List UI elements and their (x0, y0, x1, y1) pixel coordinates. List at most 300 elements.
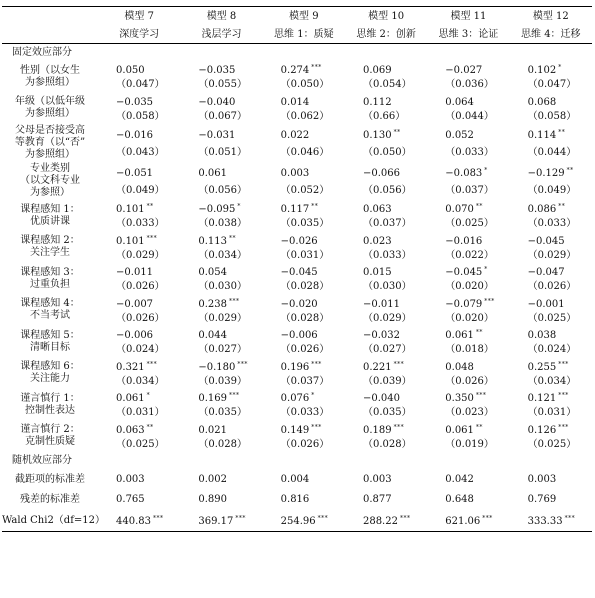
standard-error-cell: （0.029） (198, 312, 247, 324)
coefficient-value: 0.114 (527, 129, 557, 141)
coefficient-value: −0.006 (280, 330, 318, 341)
random-effect-value: 0.003 (116, 473, 145, 485)
standard-error-cell: （0.66） (362, 110, 406, 122)
standard-error-cell: （0.037） (280, 375, 330, 387)
coefficient-value: 0.054 (198, 267, 227, 278)
coefficient-row (2, 200, 592, 216)
coefficient-value: −0.032 (362, 330, 400, 341)
standard-error-cell: （0.038） (198, 218, 247, 230)
coefficient-cell (427, 162, 509, 181)
standard-error-cell: （0.028） (280, 281, 330, 293)
coefficient-value: 0.063 (362, 204, 392, 215)
row-label-line: 清晰目标 (30, 341, 71, 353)
coefficient-value: 440.83 (116, 516, 152, 527)
standard-error-cell: （0.029） (116, 249, 165, 261)
standard-error-cell: （0.030） (362, 281, 412, 293)
coefficient-value: −0.083 (445, 167, 483, 179)
coefficient-value: 0.069 (362, 65, 392, 76)
significance-stars: *** (558, 392, 569, 399)
coefficient-cell (510, 200, 592, 216)
standard-error-cell: （0.029） (362, 312, 412, 324)
coefficient-value: 0.070 (445, 204, 474, 215)
row-label: Wald Chi2（df=12） (2, 509, 98, 532)
section-row-random (2, 452, 592, 469)
standard-error-cell: （0.024） (116, 344, 165, 356)
coefficient-value: −0.011 (362, 298, 400, 310)
row-label (2, 93, 98, 125)
coefficient-value: 0.003 (280, 167, 310, 179)
significance-stars: ** (475, 423, 483, 431)
coefficient-cell (263, 421, 345, 437)
model-header: 模型 11 (427, 7, 509, 26)
coefficient-cell (345, 124, 427, 143)
model-subtitle: 思维 3：论证 (427, 25, 509, 44)
coefficient-value: −0.031 (198, 129, 236, 141)
coefficient-value: 0.130 (362, 129, 392, 141)
coefficient-value: −0.016 (116, 129, 154, 141)
standard-error-cell: （0.039） (198, 375, 247, 387)
standard-error-cell: （0.037） (445, 185, 494, 196)
standard-error-cell: （0.044） (445, 110, 494, 122)
standard-error-cell: （0.026） (280, 438, 330, 450)
coefficient-cell (98, 263, 180, 279)
significance-stars: *** (558, 423, 569, 431)
significance-stars: ** (311, 203, 319, 210)
standard-error-cell: （0.067） (198, 110, 247, 122)
coefficient-value: 0.038 (527, 330, 557, 341)
coefficient-cell (345, 263, 427, 279)
coefficient-cell (263, 61, 345, 77)
row-label-line: 课程感知 3： (20, 266, 80, 278)
row-label-line: 课程感知 6： (20, 361, 80, 373)
row-label-line: 等教育（以“否” (14, 137, 86, 148)
standard-error-cell: （0.025） (527, 438, 577, 450)
row-label-line: 父母是否接受高 (15, 125, 86, 136)
coefficient-cell (263, 232, 345, 248)
model-subtitle: 思维 4：迁移 (510, 25, 592, 44)
coefficient-value: 0.068 (527, 96, 557, 108)
coefficient-cell (98, 295, 180, 311)
coefficient-value: −0.040 (362, 393, 400, 404)
standard-error-cell: （0.033） (116, 218, 165, 230)
row-label-line: （以文科专业 (20, 175, 81, 186)
row-label-line: 为参照） (30, 187, 71, 198)
coefficient-cell (98, 509, 180, 532)
coefficient-cell (345, 200, 427, 216)
row-label-line: 年级（以低年级 (15, 96, 86, 108)
coefficient-cell (427, 61, 509, 77)
significance-stars: *** (146, 234, 158, 242)
coefficient-value: −0.047 (527, 267, 565, 278)
random-effect-value: 0.877 (362, 493, 392, 505)
coefficient-value: 0.121 (527, 393, 557, 404)
standard-error-cell: （0.033） (445, 147, 494, 158)
coefficient-cell (98, 162, 180, 181)
model-header: 模型 9 (263, 7, 345, 26)
coefficient-value: 0.255 (527, 361, 557, 373)
coefficient-cell (510, 61, 592, 77)
coefficient-value: 0.350 (445, 393, 474, 404)
standard-error-cell: （0.043） (116, 147, 165, 158)
coefficient-cell (510, 124, 592, 143)
significance-stars: ** (475, 203, 483, 210)
random-effect-value: 0.002 (198, 473, 227, 485)
row-label-line: 课程感知 4： (20, 298, 80, 310)
coefficient-cell (263, 124, 345, 143)
coefficient-cell (263, 162, 345, 181)
significance-stars: ** (558, 128, 566, 136)
coefficient-value: −0.001 (527, 298, 565, 310)
significance-stars: *** (311, 64, 322, 71)
model-subtitle: 思维 1：质疑 (263, 25, 345, 44)
significance-stars: ** (393, 128, 401, 136)
standard-error-cell: （0.020） (445, 312, 494, 324)
standard-error-cell: （0.035） (198, 407, 247, 419)
coefficient-value: 0.112 (362, 96, 392, 108)
coefficient-value: −0.095 (198, 204, 236, 215)
standard-error-cell: （0.035） (362, 407, 412, 419)
standard-error-cell: （0.029） (527, 249, 577, 261)
row-label-line: 课程感知 2： (20, 235, 80, 247)
coefficient-value: 0.101 (116, 235, 145, 247)
coefficient-cell (345, 421, 427, 437)
coefficient-row (2, 124, 592, 143)
row-label-line: 优质讲课 (30, 215, 71, 227)
coefficient-cell (510, 93, 592, 109)
standard-error-cell: （0.047） (116, 79, 165, 91)
coefficient-cell (345, 232, 427, 248)
coefficient-cell (98, 358, 180, 374)
coefficient-cell (180, 421, 262, 437)
coefficient-value: −0.035 (198, 65, 236, 76)
random-effect-value: 0.042 (445, 473, 474, 485)
random-effect-value: 0.648 (445, 493, 474, 505)
coefficient-cell (180, 200, 262, 216)
row-label-line: 过重负担 (30, 278, 71, 290)
coefficient-value: 254.96 (280, 516, 316, 527)
row-label-line: 课程感知 1： (20, 203, 80, 215)
significance-stars: * (558, 64, 562, 71)
coefficient-value: −0.006 (116, 330, 154, 341)
row-label (2, 124, 98, 162)
significance-stars: *** (228, 297, 240, 305)
model-subtitle: 浅层学习 (180, 25, 262, 44)
coefficient-value: −0.045 (445, 267, 483, 278)
coefficient-value: 0.126 (527, 424, 557, 436)
standard-error-cell: （0.028） (198, 438, 247, 450)
coefficient-row (2, 358, 592, 374)
row-label (2, 200, 98, 232)
coefficient-value: 0.061 (445, 424, 474, 436)
coefficient-cell (427, 200, 509, 216)
coefficient-value: −0.079 (445, 298, 483, 310)
coefficient-cell (263, 200, 345, 216)
coefficient-cell (427, 389, 509, 405)
standard-error-cell: （0.031） (527, 407, 577, 419)
standard-error-cell: （0.033） (280, 407, 330, 419)
significance-stars: * (484, 266, 488, 273)
coefficient-row (2, 389, 592, 405)
coefficient-row (2, 162, 592, 181)
coefficient-cell (345, 358, 427, 374)
coefficient-value: 0.044 (198, 330, 227, 341)
significance-stars: * (237, 203, 241, 210)
coefficient-cell (180, 326, 262, 342)
standard-error-cell: （0.018） (445, 344, 494, 356)
standard-error-cell: （0.058） (527, 110, 577, 122)
row-label-line: 为参照组） (25, 76, 76, 88)
significance-stars: *** (237, 360, 248, 368)
standard-error-cell: （0.062） (280, 110, 330, 122)
coefficient-cell (427, 421, 509, 437)
coefficient-cell (510, 421, 592, 437)
coefficient-cell (98, 61, 180, 77)
coefficient-value: 0.274 (280, 65, 310, 76)
random-effect-value: 0.816 (280, 493, 310, 505)
significance-stars: *** (393, 360, 405, 368)
coefficient-cell (263, 326, 345, 342)
row-label (2, 389, 98, 421)
coefficient-cell (345, 295, 427, 311)
coefficient-cell (180, 124, 262, 143)
standard-error-cell: （0.046） (280, 147, 330, 158)
coefficient-cell (427, 232, 509, 248)
row-label: 截距项的标准差 (15, 473, 86, 485)
significance-stars: *** (399, 515, 411, 522)
significance-stars: *** (311, 360, 322, 368)
coefficient-cell (263, 358, 345, 374)
standard-error-cell: （0.026） (445, 375, 494, 387)
coefficient-value: −0.040 (198, 96, 236, 108)
coefficient-cell (180, 263, 262, 279)
standard-error-cell: （0.024） (527, 344, 577, 356)
row-label: 残差的标准差 (20, 493, 81, 505)
standard-error-cell: （0.033） (527, 218, 577, 230)
coefficient-value: 0.117 (280, 204, 310, 215)
coefficient-value: −0.026 (280, 235, 318, 247)
random-effect-value: 0.769 (527, 493, 557, 505)
coefficient-value: 0.196 (280, 361, 310, 373)
standard-error-cell: （0.025） (116, 438, 165, 450)
coefficient-value: −0.011 (116, 267, 154, 278)
coefficient-value: −0.045 (280, 267, 318, 278)
coefficient-cell (98, 93, 180, 109)
significance-stars: *** (475, 392, 487, 399)
coefficient-cell (180, 232, 262, 248)
coefficient-row (2, 421, 592, 437)
coefficient-cell (263, 509, 345, 532)
coefficient-cell (510, 263, 592, 279)
coefficient-cell (263, 295, 345, 311)
significance-stars: *** (564, 515, 576, 522)
random-effect-row (2, 489, 592, 509)
standard-error-cell: （0.055） (198, 79, 247, 91)
coefficient-value: −0.027 (445, 65, 483, 76)
coefficient-value: −0.007 (116, 298, 154, 310)
significance-stars: *** (482, 515, 493, 522)
coefficient-value: 621.06 (445, 516, 481, 527)
standard-error-cell: （0.033） (362, 249, 412, 261)
significance-stars: *** (311, 423, 322, 431)
header-row-subtitles (2, 25, 592, 44)
row-label-line: 专业类别 (30, 163, 71, 174)
standard-error-cell: （0.028） (362, 438, 412, 450)
significance-stars: *** (484, 297, 495, 305)
coefficient-value: 0.061 (198, 167, 227, 179)
random-effect-value: 0.890 (198, 493, 227, 505)
coefficient-value: 0.014 (280, 96, 310, 108)
coefficient-cell (510, 326, 592, 342)
coefficient-value: 0.052 (445, 129, 474, 141)
coefficient-cell (180, 295, 262, 311)
coefficient-value: −0.129 (527, 167, 565, 179)
coefficient-value: 0.015 (362, 267, 392, 278)
row-label (2, 61, 98, 93)
coefficient-cell (427, 509, 509, 532)
row-label (2, 232, 98, 264)
significance-stars: *** (146, 360, 158, 368)
row-label-line: 控制性表达 (25, 404, 76, 416)
coefficient-cell (263, 93, 345, 109)
significance-stars: ** (146, 203, 154, 210)
header-corner (2, 7, 98, 26)
coefficient-value: 0.169 (198, 393, 227, 404)
standard-error-cell: （0.056） (362, 185, 412, 196)
standard-error-cell: （0.031） (280, 249, 330, 261)
standard-error-cell: （0.022） (445, 249, 494, 261)
row-label (2, 263, 98, 295)
coefficient-cell (345, 162, 427, 181)
coefficient-row (2, 61, 592, 77)
row-label-line: 课程感知 5： (20, 329, 80, 341)
standard-error-cell: （0.034） (116, 375, 165, 387)
standard-error-cell: （0.026） (116, 312, 165, 324)
regression-results-table (2, 6, 592, 532)
row-label-line: 谨言慎行 2： (20, 424, 80, 436)
coefficient-value: 0.022 (280, 129, 310, 141)
standard-error-cell: （0.027） (198, 344, 247, 356)
significance-stars: ** (475, 329, 483, 336)
standard-error-cell: （0.054） (362, 79, 412, 91)
coefficient-cell (180, 93, 262, 109)
coefficient-cell (510, 162, 592, 181)
row-label-line: 为参照组） (25, 108, 76, 120)
coefficient-value: 0.048 (445, 361, 474, 373)
standard-error-cell: （0.056） (198, 185, 247, 196)
coefficient-cell (180, 162, 262, 181)
coefficient-value: 0.064 (445, 96, 474, 108)
coefficient-cell (427, 263, 509, 279)
standard-error-cell: （0.027） (362, 344, 412, 356)
coefficient-cell (98, 326, 180, 342)
model-header: 模型 7 (98, 7, 180, 26)
coefficient-cell (180, 389, 262, 405)
coefficient-row (2, 232, 592, 248)
model-header: 模型 12 (510, 7, 592, 26)
coefficient-value: 0.086 (527, 204, 557, 215)
coefficient-cell (180, 358, 262, 374)
coefficient-row (2, 326, 592, 342)
coefficient-cell (180, 61, 262, 77)
standard-error-cell: （0.049） (527, 185, 577, 196)
standard-error-cell: （0.050） (362, 147, 412, 158)
coefficient-value: −0.066 (362, 167, 400, 179)
coefficient-value: 0.189 (362, 424, 392, 436)
coefficient-value: 0.061 (445, 330, 474, 341)
model-header: 模型 10 (345, 7, 427, 26)
significance-stars: *** (235, 515, 246, 522)
standard-error-cell: （0.023） (445, 407, 494, 419)
random-effect-value: 0.765 (116, 493, 145, 505)
standard-error-cell: （0.026） (116, 281, 165, 293)
coefficient-value: 0.113 (198, 235, 227, 247)
standard-error-cell: （0.026） (527, 281, 577, 293)
coefficient-value: −0.045 (527, 235, 565, 247)
row-label-line: 为参照组） (25, 149, 76, 160)
standard-error-cell: （0.051） (198, 147, 247, 158)
row-label (2, 421, 98, 453)
standard-error-cell: （0.050） (280, 79, 330, 91)
coefficient-cell (427, 358, 509, 374)
coefficient-value: 0.021 (198, 424, 227, 436)
row-label-line: 性别（以女生 (20, 64, 81, 76)
coefficient-value: 0.101 (116, 204, 145, 215)
coefficient-value: −0.051 (116, 167, 154, 179)
coefficient-cell (510, 232, 592, 248)
standard-error-cell: （0.020） (445, 281, 494, 293)
header-corner (2, 25, 98, 44)
random-effect-value: 0.004 (280, 473, 310, 485)
significance-stars: * (146, 392, 151, 399)
standard-error-cell: （0.028） (280, 312, 330, 324)
standard-error-cell: （0.037） (362, 218, 412, 230)
random-effect-value: 0.003 (362, 473, 392, 485)
row-label-line: 克制性质疑 (25, 436, 76, 448)
coefficient-value: 0.149 (280, 424, 310, 436)
standard-error-cell: （0.047） (527, 79, 577, 91)
coefficient-cell (98, 124, 180, 143)
coefficient-cell (345, 93, 427, 109)
coefficient-value: 0.050 (116, 65, 145, 76)
coefficient-cell (427, 124, 509, 143)
coefficient-value: 333.33 (527, 516, 563, 527)
standard-error-cell: （0.036） (445, 79, 494, 91)
significance-stars: *** (393, 423, 405, 431)
random-effect-value: 0.003 (527, 473, 557, 485)
significance-stars: * (484, 166, 488, 174)
coefficient-cell (510, 358, 592, 374)
coefficient-value: 0.023 (362, 235, 392, 247)
coefficient-value: −0.020 (280, 298, 318, 310)
coefficient-value: 0.238 (198, 298, 227, 310)
coefficient-row (2, 93, 592, 109)
table-body (2, 44, 592, 532)
coefficient-cell (427, 326, 509, 342)
coefficient-value: 0.221 (362, 361, 392, 373)
row-label-line: 不当考试 (30, 310, 71, 322)
coefficient-cell (98, 421, 180, 437)
standard-error-cell: （0.026） (280, 344, 330, 356)
coefficient-value: 0.076 (280, 393, 310, 404)
standard-error-cell: （0.052） (280, 185, 330, 196)
random-effect-row (2, 469, 592, 489)
standard-error-cell: （0.030） (198, 281, 247, 293)
coefficient-value: 369.17 (198, 516, 234, 527)
coefficient-cell (263, 263, 345, 279)
row-label (2, 358, 98, 390)
coefficient-cell (345, 509, 427, 532)
model-header: 模型 8 (180, 7, 262, 26)
